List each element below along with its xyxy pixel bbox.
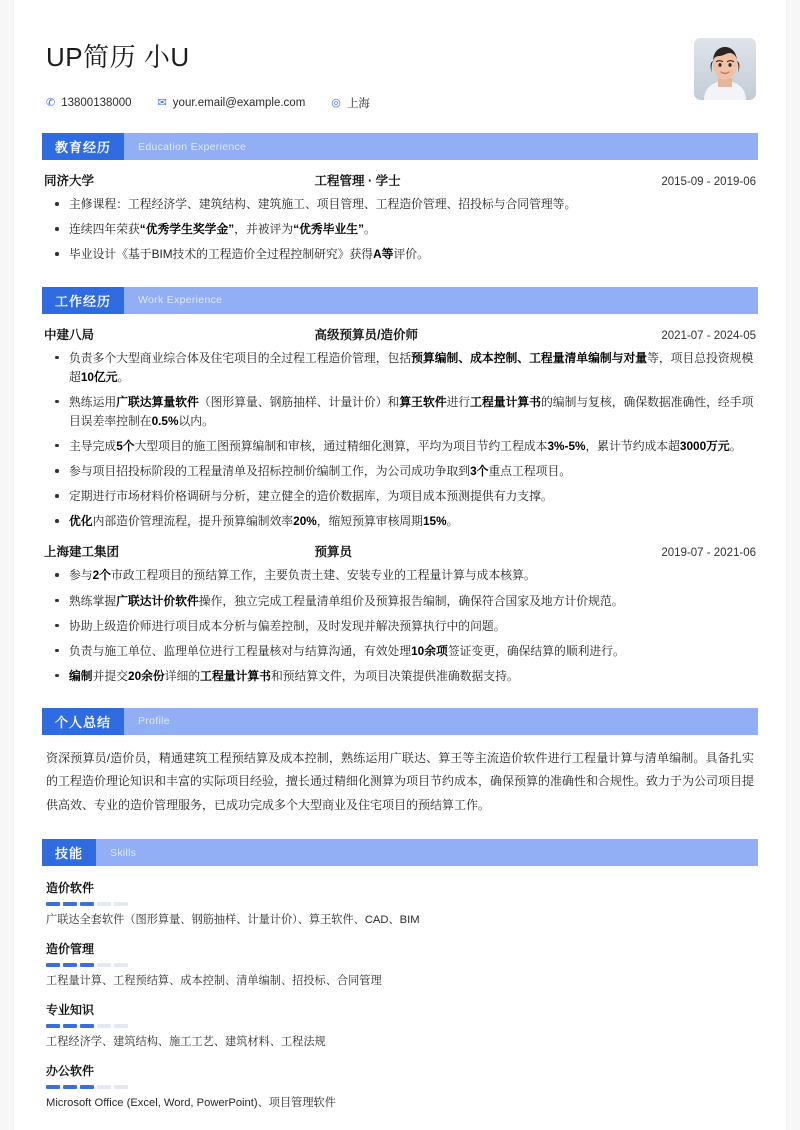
section-title-en: Skills xyxy=(110,846,137,859)
rating-segment xyxy=(63,963,77,967)
entry-date: 2019-07 - 2021-06 xyxy=(661,547,756,560)
header-text-block xyxy=(42,42,694,111)
skill-item xyxy=(46,1001,754,1051)
bullet-item: 参与项目招投标阶段的工程量清单及招标控制价编制工作，为公司成功争取到3个重点工程项目。 xyxy=(42,462,758,481)
entry-date: 2015-09 - 2019-06 xyxy=(661,176,756,189)
work-entry xyxy=(42,542,758,686)
profile-text: 资深预算员/造价员，精通建筑工程预结算及成本控制，熟练运用广联达、算王等主流造价软件进行工程量计算与清单编制。具备扎实的工程造价理论知识和丰富的实际项目经验，擅长通过精细化测算为项目节约成本，确保预算的准确性和合规性。致力于为公司项目提供高效、专业的造价管理服务，已成功完成多个大型商业及住宅项目的预结算工作。 xyxy=(46,750,755,812)
rating-segment xyxy=(63,1024,77,1028)
work-entries xyxy=(42,325,758,686)
section-header-education xyxy=(42,133,758,160)
section-title-en: Profile xyxy=(138,715,170,728)
section-title-zh: 工作经历 xyxy=(42,287,124,314)
entry-header xyxy=(42,325,758,343)
section-header-work xyxy=(42,287,758,314)
contact-list xyxy=(42,95,694,111)
skill-list xyxy=(42,879,758,1111)
entry-role: 高级预算员/造价师 xyxy=(314,327,419,342)
skill-description: 工程经济学、建筑结构、施工工艺、建筑材料、工程法规 xyxy=(46,1035,326,1048)
rating-segment xyxy=(97,902,111,906)
resume-page xyxy=(14,0,786,1130)
avatar xyxy=(694,38,756,100)
section-title-en: Work Experience xyxy=(138,294,223,307)
section-work xyxy=(42,287,758,686)
skill-name: 造价管理 xyxy=(46,941,95,956)
contact-location xyxy=(331,95,370,111)
rating-segment xyxy=(46,963,60,967)
phone-icon: ✆ xyxy=(46,96,56,109)
section-title-zh: 技能 xyxy=(42,839,96,866)
contact-email[interactable] xyxy=(158,97,306,109)
entry-date: 2021-07 - 2024-05 xyxy=(661,329,756,342)
skill-description: 广联达全套软件（图形算量、钢筋抽样、计量计价）、算王软件、CAD、BIM xyxy=(46,914,420,927)
skill-item xyxy=(46,1062,754,1112)
page-title: UP简历 小U xyxy=(46,42,190,72)
rating-segment xyxy=(80,963,94,967)
rating-segment xyxy=(46,1085,60,1089)
entry-bullets xyxy=(42,566,758,686)
resume-header xyxy=(42,0,758,111)
skill-name: 办公软件 xyxy=(46,1063,95,1078)
section-header-profile xyxy=(42,708,758,735)
skill-rating xyxy=(46,963,754,967)
skill-item xyxy=(46,940,754,990)
skill-name: 专业知识 xyxy=(46,1002,95,1017)
work-entry xyxy=(42,325,758,532)
section-title-en: Education Experience xyxy=(138,140,247,153)
skill-item xyxy=(46,879,754,929)
section-title-zh: 教育经历 xyxy=(42,133,124,160)
entry-organization: 上海建工集团 xyxy=(44,545,120,560)
entry-header xyxy=(42,542,758,560)
rating-segment xyxy=(46,1024,60,1028)
rating-segment xyxy=(46,902,60,906)
avatar-photo xyxy=(694,38,756,100)
entry-role: 工程管理 · 学士 xyxy=(314,174,401,189)
entry-bullets xyxy=(42,349,758,532)
skill-rating xyxy=(46,1085,754,1089)
rating-segment xyxy=(80,902,94,906)
bullet-item: 熟练掌握广联达计价软件操作，独立完成工程量清单组价及预算报告编制，确保符合国家及地方计价规范。 xyxy=(42,592,758,611)
education-entry xyxy=(42,171,758,264)
email-icon: ✉ xyxy=(157,96,167,109)
rating-segment xyxy=(80,1085,94,1089)
section-title-zh: 个人总结 xyxy=(42,708,124,735)
skill-name: 造价软件 xyxy=(46,881,95,896)
entry-organization: 同济大学 xyxy=(44,174,95,189)
entry-bullets xyxy=(42,195,758,264)
skill-rating xyxy=(46,1024,754,1028)
skill-description: Microsoft Office (Excel, Word, PowerPoint)、项目管理软件 xyxy=(46,1096,336,1109)
rating-segment xyxy=(97,963,111,967)
bullet-item: 熟练运用广联达算量软件（图形算量、钢筋抽样、计量计价）和算王软件进行工程量计算书的编制与复核，确保数据准确性，经手项目误差率控制在0.5%以内。 xyxy=(42,393,758,431)
section-skills xyxy=(42,839,758,1111)
bullet-item: 优化内部造价管理流程，提升预算编制效率20%，缩短预算审核周期15%。 xyxy=(42,512,758,531)
rating-segment xyxy=(80,1024,94,1028)
rating-segment xyxy=(97,1024,111,1028)
rating-segment xyxy=(97,1085,111,1089)
bullet-item: 协助上级造价师进行项目成本分析与偏差控制，及时发现并解决预算执行中的问题。 xyxy=(42,617,758,636)
bullet-item: 主修课程：工程经济学、建筑结构、建筑施工、项目管理、工程造价管理、招投标与合同管理等。 xyxy=(42,195,758,214)
rating-segment xyxy=(63,1085,77,1089)
bullet-item: 编制并提交20余份详细的工程量计算书和预结算文件，为项目决策提供准确数据支持。 xyxy=(42,667,758,686)
skill-description: 工程量计算、工程预结算、成本控制、清单编制、招投标、合同管理 xyxy=(46,974,382,987)
bullet-item: 连续四年荣获“优秀学生奖学金”，并被评为“优秀毕业生”。 xyxy=(42,220,758,239)
rating-segment xyxy=(114,1085,128,1089)
rating-segment xyxy=(114,1024,128,1028)
location-icon: ◎ xyxy=(331,96,341,109)
contact-phone[interactable] xyxy=(46,97,132,109)
bullet-item: 负责多个大型商业综合体及住宅项目的全过程工程造价管理，包括预算编制、成本控制、工程量清单编制与对量等，项目总投资规模超10亿元。 xyxy=(42,349,758,387)
section-header-skills xyxy=(42,839,758,866)
skill-rating xyxy=(46,902,754,906)
contact-email-value: your.email@example.com xyxy=(172,97,306,110)
education-entries xyxy=(42,171,758,264)
bullet-item: 参与2个市政工程项目的预结算工作，主要负责土建、安装专业的工程量计算与成本核算。 xyxy=(42,566,758,585)
bullet-item: 负责与施工单位、监理单位进行工程量核对与结算沟通，有效处理10余项签证变更，确保结算的顺利进行。 xyxy=(42,642,758,661)
entry-header xyxy=(42,171,758,189)
contact-phone-value: 13800138000 xyxy=(61,97,132,110)
section-education xyxy=(42,133,758,264)
bullet-item: 毕业设计《基于BIM技术的工程造价全过程控制研究》获得A等评价。 xyxy=(42,245,758,264)
rating-segment xyxy=(114,963,128,967)
entry-role: 预算员 xyxy=(314,545,353,560)
bullet-item: 主导完成5个大型项目的施工图预算编制和审核，通过精细化测算，平均为项目节约工程成本3%-5%，累计节约成本超3000万元。 xyxy=(42,437,758,456)
contact-location-value: 上海 xyxy=(346,98,370,111)
rating-segment xyxy=(63,902,77,906)
rating-segment xyxy=(114,902,128,906)
entry-organization: 中建八局 xyxy=(44,327,95,342)
bullet-item: 定期进行市场材料价格调研与分析，建立健全的造价数据库，为项目成本预测提供有力支撑。 xyxy=(42,487,758,506)
section-profile xyxy=(42,708,758,817)
